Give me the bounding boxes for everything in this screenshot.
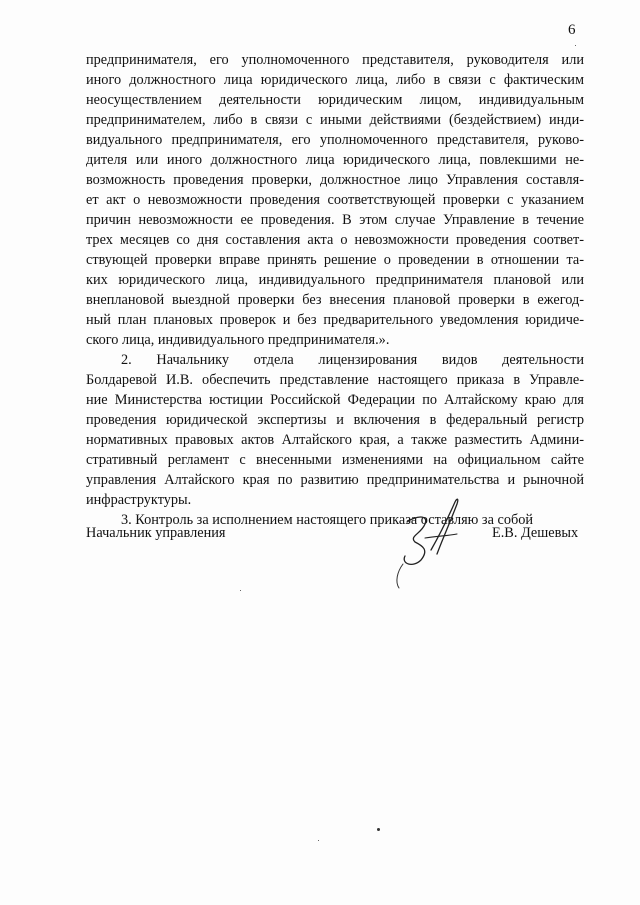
text-line: неосуществлением деятельности юридическим лицом, индивидуальным [86,92,584,108]
text-line: причин невозможности ее проведения. В этом случае Управление в течение [86,212,584,228]
scan-speck [240,590,241,591]
scan-speck [575,45,576,46]
text-line: ет акт о невозможности проведения соответствующей проверки с указанием [86,192,584,208]
text-line: трех месяцев со дня составления акта о невозможности проведения соответ- [86,232,584,248]
text-line: предпринимателем, либо в связи с иными действиями (бездействием) инди- [86,112,584,128]
text-line: видуального предпринимателя, его уполномоченного представителя, руково- [86,132,584,148]
text-line: ный план плановых проверок и без предварительного уведомления юридиче- [86,312,584,328]
text-line: внеплановой выездной проверки без внесения плановой проверки в ежегод- [86,292,584,308]
paragraph-3: 3. Контроль за исполнением настоящего приказа оставляю за собой [121,512,534,528]
paragraph-2-first-line: 2. Начальнику отдела лицензирования видов деятельности [121,352,584,368]
text-line: проведения юридической экспертизы и включения в федеральный регистр [86,412,584,428]
scan-speck [377,828,380,831]
text-line: ких юридического лица, индивидуального предпринимателя плановой или [86,272,584,288]
text-line: предпринимателя, его уполномоченного представителя, руководителя или [86,52,584,68]
text-line: ского лица, индивидуального предпринимателя.». [86,332,390,348]
signature-title: Начальник управления [86,525,226,541]
signatory-name: Е.В. Дешевых [492,525,579,541]
text-line: ние Министерства юстиции Российской Федерации по Алтайскому краю для [86,392,584,408]
text-line: стративный регламент с внесенными изменениями на официальном сайте [86,452,584,468]
text-line: нормативных правовых актов Алтайского края, а также разместить Админи- [86,432,584,448]
scan-speck [318,840,319,841]
text-line: иного должностного лица юридического лица, либо в связи с фактическим [86,72,584,88]
text-line: инфраструктуры. [86,492,192,508]
text-line: возможность проведения проверки, должностное лицо Управления составля- [86,172,584,188]
text-line: дителя или иного должностного лица юридического лица, повлекшими не- [86,152,584,168]
page-number: 6 [568,22,576,38]
text-line: управления Алтайского края по развитию предпринимательства и рыночной [86,472,584,488]
text-line: Болдаревой И.В. обеспечить представление настоящего приказа в Управле- [86,372,584,388]
text-line: ствующей проверки вправе принять решение о проведении в отношении та- [86,252,584,268]
handwritten-signature [385,490,475,605]
